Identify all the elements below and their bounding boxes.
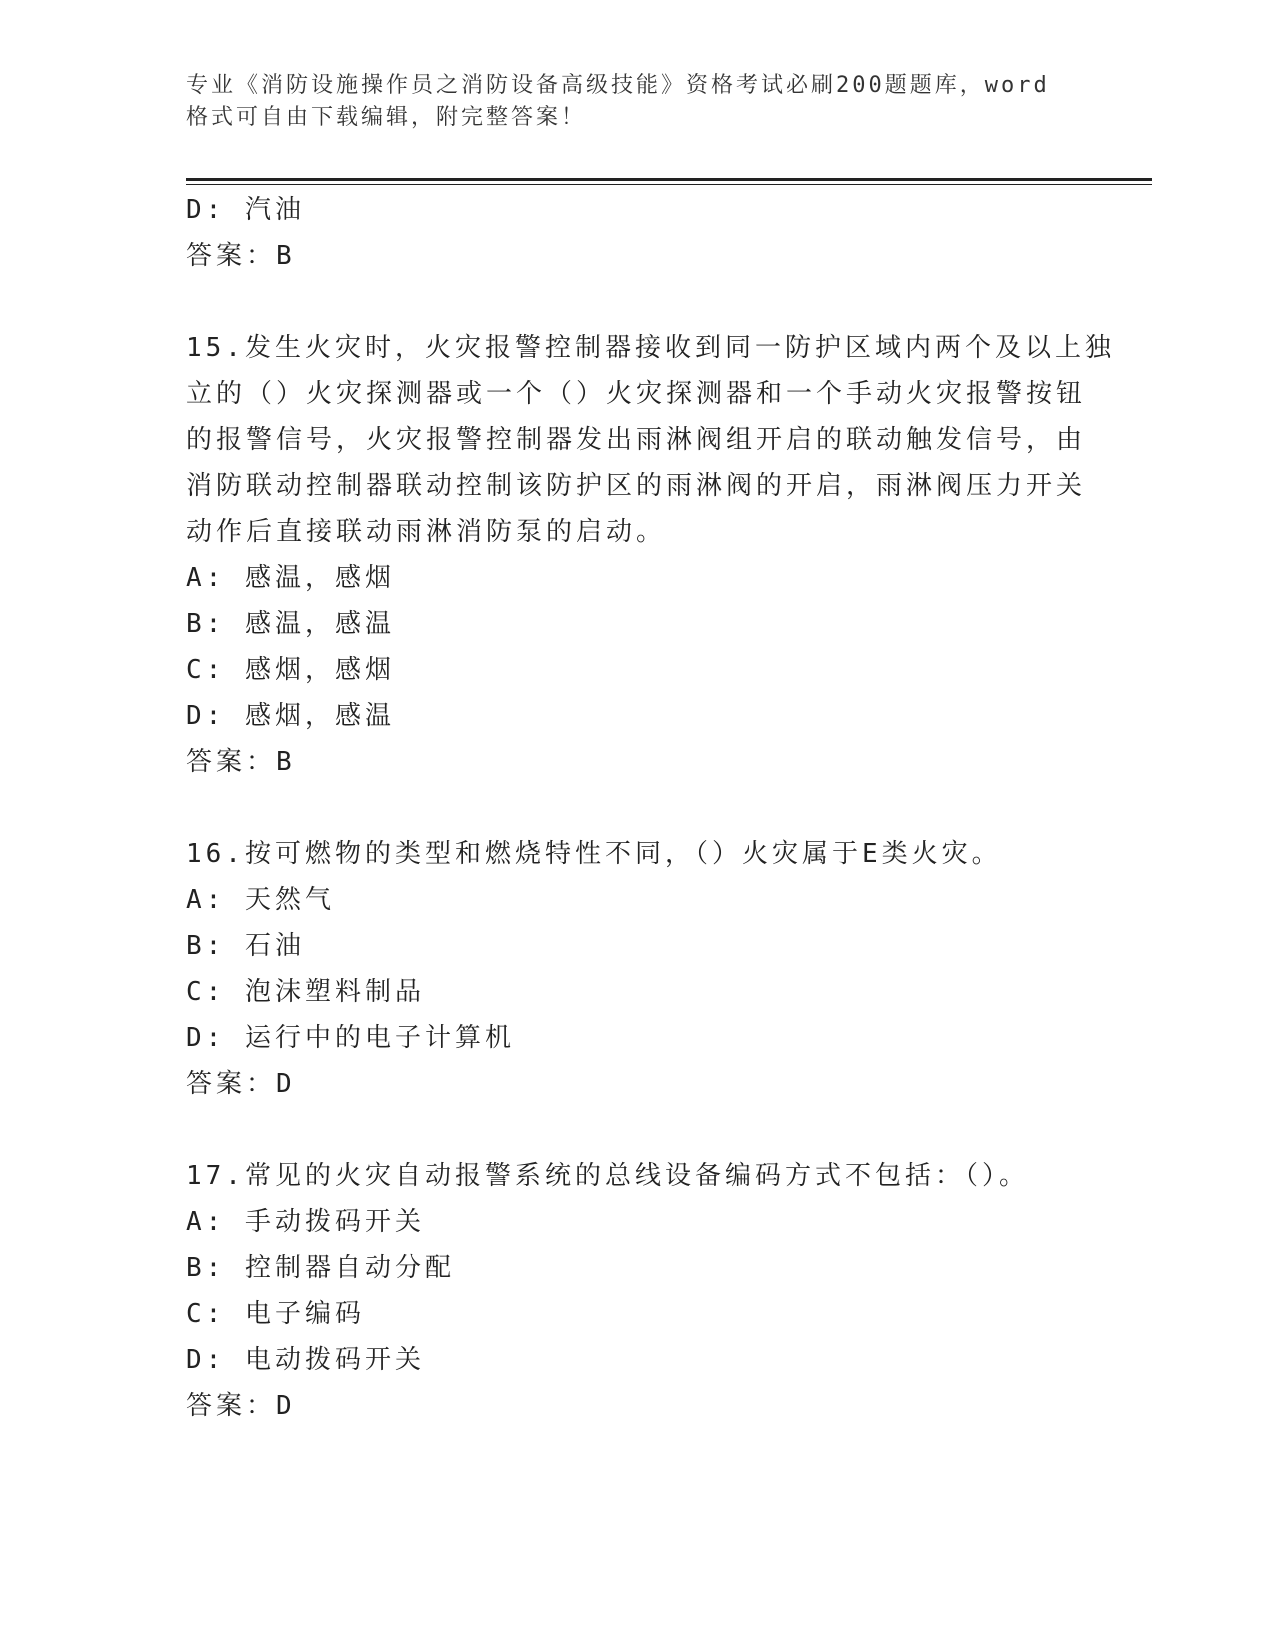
question-17-stem: 17.常见的火灾自动报警系统的总线设备编码方式不包括：（）。: [186, 1161, 1029, 1191]
question-15-stem-line: 消防联动控制器联动控制该防护区的雨淋阀的开启，雨淋阀压力开关: [186, 471, 1087, 501]
question-17: [186, 1153, 1086, 1429]
spacer: [186, 279, 1086, 325]
question-17-answer: 答案：D: [186, 1391, 296, 1421]
question-content: [186, 187, 1115, 1429]
question-17-option-b: B: 控制器自动分配: [186, 1253, 455, 1283]
prev-option-d: D: 汽油: [186, 195, 305, 225]
question-16: [186, 831, 1086, 1107]
question-15-option-c: C: 感烟，感烟: [186, 655, 395, 685]
question-16-answer: 答案：D: [186, 1069, 296, 1099]
question-15-stem-line: 立的（）火灾探测器或一个（）火灾探测器和一个手动火灾报警按钮: [186, 379, 1087, 409]
question-15-option-d: D: 感烟，感温: [186, 701, 395, 731]
question-15-answer: 答案：B: [186, 747, 296, 777]
question-16-stem: 16.按可燃物的类型和燃烧特性不同，（）火灾属于E类火灾。: [186, 839, 1002, 869]
question-17-option-c: C: 电子编码: [186, 1299, 365, 1329]
prev-answer: 答案：B: [186, 241, 296, 271]
question-17-option-a: A: 手动拨码开关: [186, 1207, 425, 1237]
question-15-option-b: B: 感温，感温: [186, 609, 395, 639]
question-17-option-d: D: 电动拨码开关: [186, 1345, 425, 1375]
question-15-option-a: A: 感温，感烟: [186, 563, 395, 593]
spacer: [186, 785, 1086, 831]
document-header: 专业《消防设施操作员之消防设备高级技能》资格考试必刷200题题库，word格式可自由下载编辑，附完整答案！: [186, 73, 1050, 130]
question-15-stem-line: 15.发生火灾时，火灾报警控制器接收到同一防护区域内两个及以上独: [186, 333, 1115, 363]
question-16-option-d: D: 运行中的电子计算机: [186, 1023, 515, 1053]
question-16-option-a: A: 天然气: [186, 885, 335, 915]
spacer: [186, 1107, 1086, 1153]
question-16-option-b: B: 石油: [186, 931, 305, 961]
header-rule-thick: [186, 178, 1152, 181]
question-15-stem-line: 动作后直接联动雨淋消防泵的启动。: [186, 517, 667, 547]
header-rule-thin: [186, 184, 1152, 185]
question-15: [186, 325, 1115, 785]
question-16-option-c: C: 泡沫塑料制品: [186, 977, 425, 1007]
question-15-stem-line: 的报警信号，火灾报警控制器发出雨淋阀组开启的联动触发信号，由: [186, 425, 1087, 455]
